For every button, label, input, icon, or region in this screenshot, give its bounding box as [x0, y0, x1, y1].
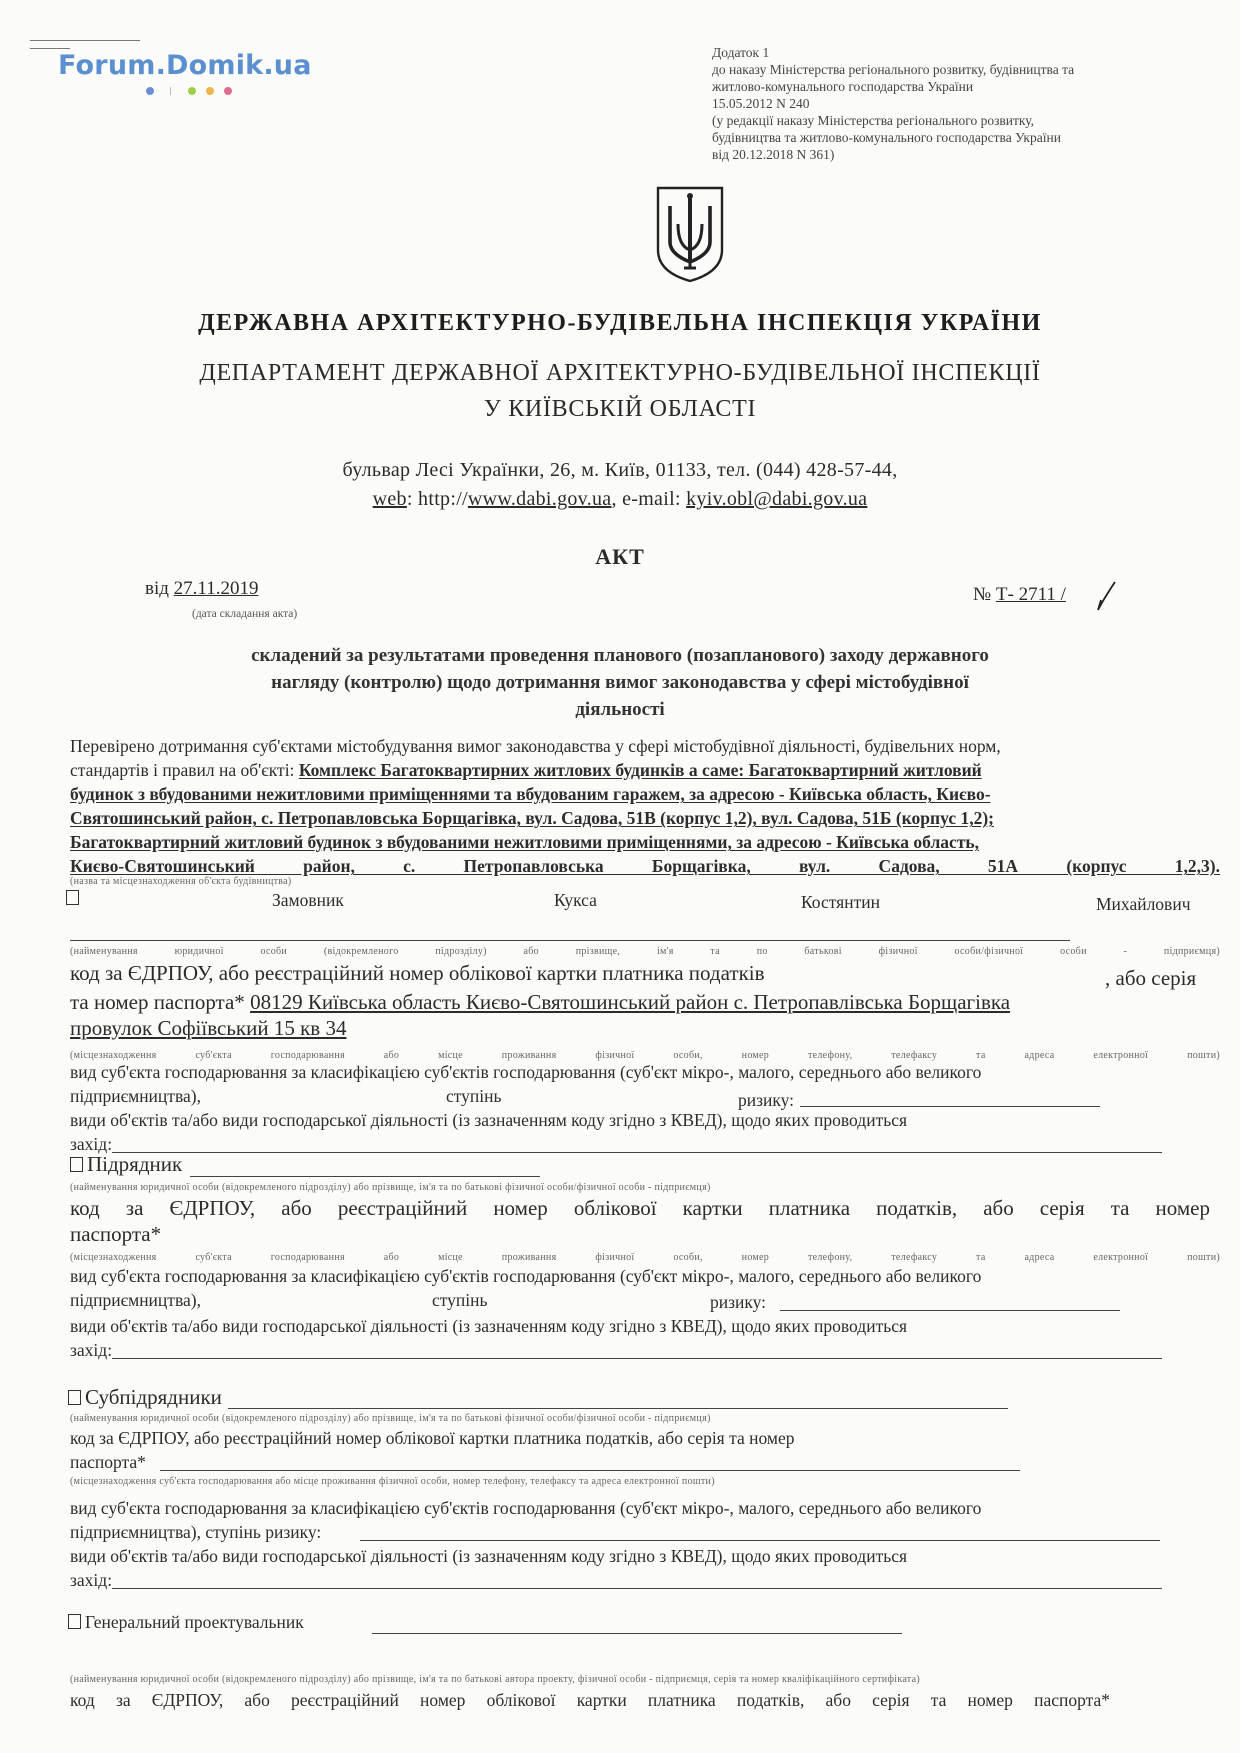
- customer-address-row: [70, 990, 1220, 1015]
- act-date: [145, 578, 258, 600]
- general-designer-code-line: код за ЄДРПОУ, або реєстраційний номер облікової картки платника податків, або серія та номер паспорта*: [70, 1690, 1110, 1710]
- department-region: У КИЇВСЬКІЙ ОБЛАСТІ: [483, 396, 757, 422]
- contractor-underline: [190, 1176, 540, 1177]
- customer-class-line: вид суб'єкта господарювання за класифікацією суб'єктів господарювання (суб'єкт мікро-, малого, середнього або великого: [70, 1062, 982, 1082]
- signature-mark-icon: [1095, 580, 1117, 614]
- object-name-line: будинок з вбудованими нежитловими приміщеннями та вбудованим гаражем, за адресою - Київська область, Києво-: [70, 784, 991, 804]
- subcontractors-risk-label: підприємництва), ступінь ризику:: [70, 1522, 322, 1542]
- risk-degree-label: ступінь: [446, 1086, 502, 1106]
- contractor-code-line: код за ЄДРПОУ, або реєстраційний номер облікової картки платника податків, або серія та номер: [70, 1196, 1210, 1220]
- address-line: бульвар Лесі Українки, 26, м. Київ, 01133, тел. (044) 428-57-44,: [342, 459, 898, 481]
- contractor-class-line: вид суб'єкта господарювання за класифікацією суб'єктів господарювання (суб'єкт мікро-, малого, середнього або великого: [70, 1266, 982, 1286]
- intro-line: Перевірено дотримання суб'єктами містобудування вимог законодавства у сфері містобудівної діяльності, будівельних норм,: [70, 736, 1001, 756]
- contractor-role: Підрядник: [87, 1152, 183, 1176]
- date-prefix: від: [145, 578, 169, 599]
- subcontractors-passport-label: паспорта*: [70, 1452, 146, 1472]
- object-name-line: Києво-Святошинський район, с. Петропавловська Борщагівка, вул. Садова, 51А (корпус 1,2,3).: [70, 856, 1220, 876]
- subcontractors-checkbox[interactable]: [68, 1390, 81, 1405]
- annex-line: будівництва та житлово-комунального господарства України: [712, 130, 1061, 145]
- subcontractors-code-line: код за ЄДРПОУ, або реєстраційний номер облікової картки платника податків, або серія та номер: [70, 1428, 795, 1448]
- customer-row: [66, 888, 1216, 914]
- scan-artifact-line: [30, 40, 140, 41]
- watermark-dot: [206, 87, 214, 95]
- customer-measure-label: захід:: [70, 1134, 113, 1154]
- act-subtitle: [120, 642, 1120, 723]
- watermark-dot: [224, 87, 232, 95]
- passport-label: та номер паспорта*: [70, 990, 245, 1014]
- watermark-dot: [146, 87, 154, 95]
- contractor-row: [70, 1152, 182, 1177]
- risk-label: ризику:: [738, 1090, 795, 1110]
- risk-degree-label: ступінь: [432, 1290, 488, 1310]
- customer-address: 08129 Київська область Києво-Святошинський район с. Петропавлівська Борщагівка: [250, 990, 1011, 1014]
- watermark-dots: [58, 85, 312, 97]
- general-designer-underline: [372, 1633, 902, 1634]
- web-link[interactable]: www.dabi.gov.ua: [467, 488, 612, 510]
- contractor-kved-line: види об'єктів та/або види господарської діяльності (із зазначенням коду згідно з КВЕД), щодо яких проводиться: [70, 1316, 908, 1336]
- email-label: , e-mail:: [611, 488, 687, 510]
- subcontractors-role: Субпідрядники: [85, 1385, 222, 1409]
- customer-patronymic: Михайлович: [1096, 894, 1191, 914]
- class-label: підприємництва),: [70, 1086, 201, 1106]
- customer-surname: Кукса: [554, 890, 597, 910]
- scan-artifact-line: [30, 48, 70, 49]
- customer-underline: [70, 940, 1070, 941]
- contractor-risk-row: [70, 1290, 1220, 1311]
- customer-measure-underline: [112, 1152, 1162, 1153]
- subcontractors-row: [68, 1385, 222, 1410]
- watermark-dot: [188, 87, 196, 95]
- subcontractors-underline: [228, 1408, 1008, 1409]
- contractor-measure-underline: [112, 1358, 1162, 1359]
- object-name-line: Комплекс Багатоквартирних житлових будинків а саме: Багатоквартирний житловий: [298, 760, 982, 780]
- trident-coat-of-arms-icon: [654, 184, 726, 284]
- general-designer-row: [68, 1612, 304, 1633]
- class-label: підприємництва),: [70, 1290, 201, 1310]
- annex-line: від 20.12.2018 N 361): [712, 147, 835, 162]
- subcontractors-class-line: вид суб'єкта господарювання за класифікацією суб'єктів господарювання (суб'єкт мікро-, малого, середнього або великого: [70, 1498, 982, 1518]
- act-number: [973, 584, 1066, 606]
- annex-line: (у редакції наказу Міністерства регіонального розвитку,: [712, 113, 1035, 128]
- subtitle-line: складений за результатами проведення планового (позапланового) заходу державного: [251, 645, 989, 666]
- customer-name: Костянтин: [801, 892, 880, 912]
- watermark-logo: [58, 50, 312, 97]
- web-prefix: : http://: [406, 488, 468, 510]
- web-label: web: [372, 488, 407, 510]
- annex-line: 15.05.2012 N 240: [712, 96, 810, 111]
- risk-label: ризику:: [710, 1292, 767, 1312]
- contacts-line: [0, 488, 1240, 511]
- customer-kved-line: види об'єктів та/або види господарської діяльності (із зазначенням коду згідно з КВЕД), щодо яких проводиться: [70, 1110, 908, 1130]
- subtitle-line: нагляду (контролю) щодо дотримання вимог законодавства у сфері містобудівної: [271, 672, 969, 693]
- risk-underline: [780, 1310, 1120, 1311]
- contractor-measure-label: захід:: [70, 1340, 113, 1360]
- customer-address-caption: (місцезнаходження суб'єкта господарювання або місце проживання фізичної особи, номер телефону, телефаксу та адреса електронної пошти): [70, 1050, 1220, 1061]
- contractor-address-caption: (місцезнаходження суб'єкта господарювання або місце проживання фізичної особи, номер телефону, телефаксу та адреса електронної пошти): [70, 1252, 1220, 1263]
- object-caption: (назва та місцезнаходження об'єкта будівництва): [70, 876, 292, 887]
- general-designer-caption: (найменування юридичної особи (відокремленого підрозділу) або прізвище, ім'я та по батькові автора проекту, фізичної особи - підприємця, серія та номер кваліфікаційного сертифіката): [70, 1674, 920, 1685]
- email-link[interactable]: kyiv.obl@dabi.gov.ua: [686, 488, 868, 510]
- number-value: Т- 2711 /: [995, 584, 1066, 605]
- customer-risk-row: [70, 1086, 1220, 1110]
- contractor-checkbox[interactable]: [70, 1157, 83, 1172]
- subcontractors-measure-underline: [112, 1588, 1162, 1589]
- annex-line: Додаток 1: [712, 45, 770, 60]
- annex-reference: [712, 44, 1192, 163]
- subcontractors-risk-underline: [360, 1540, 1160, 1541]
- subtitle-line: діяльності: [575, 699, 665, 720]
- subcontractors-caption: (найменування юридичної особи (відокремленого підрозділу) або прізвище, ім'я та по батькові фізичної особи/фізичної особи - підприємця): [70, 1413, 711, 1424]
- object-name-line: Святошинський район, с. Петропавловська Борщагівка, вул. Садова, 51В (корпус 1,2), вул. Садова, 51Б (корпус 1,2);: [70, 808, 994, 828]
- act-title: АКТ: [595, 544, 645, 569]
- risk-underline: [800, 1106, 1100, 1107]
- watermark-text: Forum.Domik.ua: [58, 50, 312, 81]
- contractor-passport-label: паспорта*: [70, 1222, 162, 1246]
- object-label: стандартів і правил на об'єкті:: [70, 760, 295, 780]
- annex-line: до наказу Міністерства регіонального розвитку, будівництва та: [712, 62, 1075, 77]
- subcontractors-passport-underline: [160, 1470, 1020, 1471]
- subcontractors-kved-line: види об'єктів та/або види господарської діяльності (із зазначенням коду згідно з КВЕД), щодо яких проводиться: [70, 1546, 908, 1566]
- customer-role: Замовник: [272, 890, 344, 910]
- org-title: ДЕРЖАВНА АРХІТЕКТУРНО-БУДІВЕЛЬНА ІНСПЕКЦІЯ УКРАЇНИ: [198, 310, 1042, 336]
- customer-caption: (найменування юридичної особи (відокремленого підрозділу) або прізвище, ім'я та по батькові фізичної особи/фізичної особи - підприємця): [70, 946, 1220, 957]
- number-prefix: №: [973, 584, 992, 605]
- customer-address-line-2: провулок Софіївський 15 кв 34: [70, 1016, 347, 1040]
- object-name-line: Багатоквартирний житловий будинок з вбудованими нежитловими приміщеннями, за адресою - Київська область,: [70, 832, 980, 852]
- intro-line-2: [70, 760, 1220, 781]
- date-value: 27.11.2019: [173, 578, 259, 599]
- general-designer-checkbox[interactable]: [68, 1614, 81, 1629]
- annex-line: житлово-комунального господарства України: [712, 79, 974, 94]
- date-caption: (дата складання акта): [192, 608, 298, 620]
- subcontractors-address-caption: (місцезнаходження суб'єкта господарювання або місце проживання фізичної особи, номер телефону, телефаксу та адреса електронної пошти): [70, 1476, 715, 1487]
- department-title: ДЕПАРТАМЕНТ ДЕРЖАВНОЇ АРХІТЕКТУРНО-БУДІВЕЛЬНОЇ ІНСПЕКЦІЇ: [199, 360, 1041, 386]
- general-designer-role: Генеральний проектувальник: [85, 1612, 304, 1632]
- contractor-caption: (найменування юридичної особи (відокремленого підрозділу) або прізвище, ім'я та по батькові фізичної особи/фізичної особи - підприємця): [70, 1182, 711, 1193]
- customer-checkbox[interactable]: [66, 890, 79, 905]
- customer-code-line: код за ЄДРПОУ, або реєстраційний номер облікової картки платника податків: [70, 961, 765, 985]
- subcontractors-measure-label: захід:: [70, 1570, 113, 1590]
- customer-code-tail: , або серія: [1105, 966, 1197, 990]
